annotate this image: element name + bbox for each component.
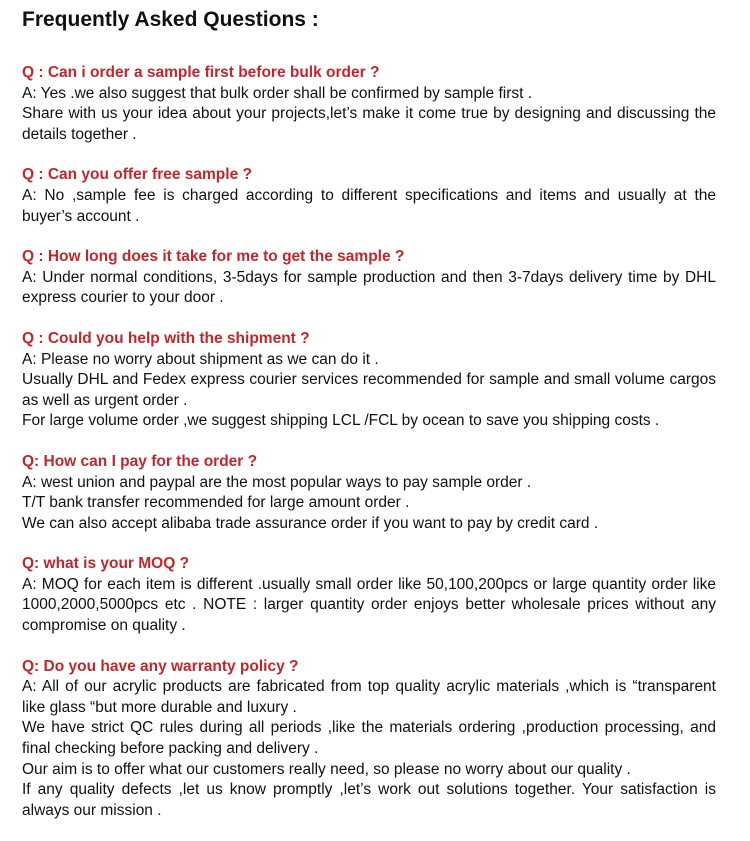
faq-item-shipment (22, 329, 716, 432)
faq-answer-line: Usually DHL and Fedex express courier services recommended for sample and small volume cargos as well as urgent order . (22, 371, 716, 409)
faq-question: Q: Do you have any warranty policy ? (22, 657, 299, 675)
faq-item-sample-before-bulk (22, 63, 716, 145)
faq-answer-line: A: MOQ for each item is different .usually small order like 50,100,200pcs or large quantity order like 1000,2000,5000pcs etc . NOTE : larger quantity order enjoys better wholesale prices without any compromise on quality . (22, 575, 716, 635)
faq-answer-line: For large volume order ,we suggest shipping LCL /FCL by ocean to save you shipping costs . (22, 412, 660, 430)
faq-item-payment (22, 452, 716, 534)
faq-item-moq (22, 554, 716, 636)
faq-answer-line: A: Please no worry about shipment as we can do it . (22, 350, 379, 368)
faq-question: Q: what is your MOQ ? (22, 555, 190, 573)
faq-item-sample-lead-time (22, 247, 716, 309)
faq-answer-line: T/T bank transfer recommended for large amount order . (22, 494, 410, 512)
faq-list (22, 63, 716, 821)
faq-question: Q : Could you help with the shipment ? (22, 329, 310, 347)
faq-question: Q: How can I pay for the order ? (22, 452, 258, 470)
faq-question: Q : How long does it take for me to get the sample ? (22, 248, 405, 266)
faq-page (22, 0, 716, 841)
faq-answer-line: Our aim is to offer what our customers really need, so please no worry about our quality . (22, 760, 631, 778)
faq-answer-line: We have strict QC rules during all periods ,like the materials ordering ,production processing, and final checking before packing and delivery . (22, 719, 716, 758)
faq-question: Q : Can you offer free sample ? (22, 166, 252, 184)
faq-item-warranty (22, 657, 716, 822)
faq-question: Q : Can i order a sample first before bulk order ? (22, 64, 380, 81)
faq-answer-line: A: Yes .we also suggest that bulk order shall be confirmed by sample first . (22, 84, 533, 102)
faq-answer-line: A: All of our acrylic products are fabricated from top quality acrylic materials ,which is “transparent like glass “but more durable and luxury . (22, 678, 716, 716)
faq-answer-line: A: No ,sample fee is charged according to different specifications and items and usually at the buyer’s account . (22, 186, 716, 225)
faq-answer-line: A: Under normal conditions, 3-5days for sample production and then 3-7days delivery time by DHL express courier to your door . (22, 268, 716, 307)
faq-answer-line: Share with us your idea about your projects,let’s make it come true by designing and discussing the details together . (22, 105, 716, 143)
faq-item-free-sample (22, 165, 716, 227)
faq-answer-line: We can also accept alibaba trade assurance order if you want to pay by credit card . (22, 514, 599, 532)
faq-answer-line: If any quality defects ,let us know promptly ,let’s work out solutions together. Your satisfaction is always our mission . (22, 781, 716, 819)
page-title: Frequently Asked Questions : (22, 8, 319, 31)
faq-answer-line: A: west union and paypal are the most popular ways to pay sample order . (22, 473, 532, 491)
